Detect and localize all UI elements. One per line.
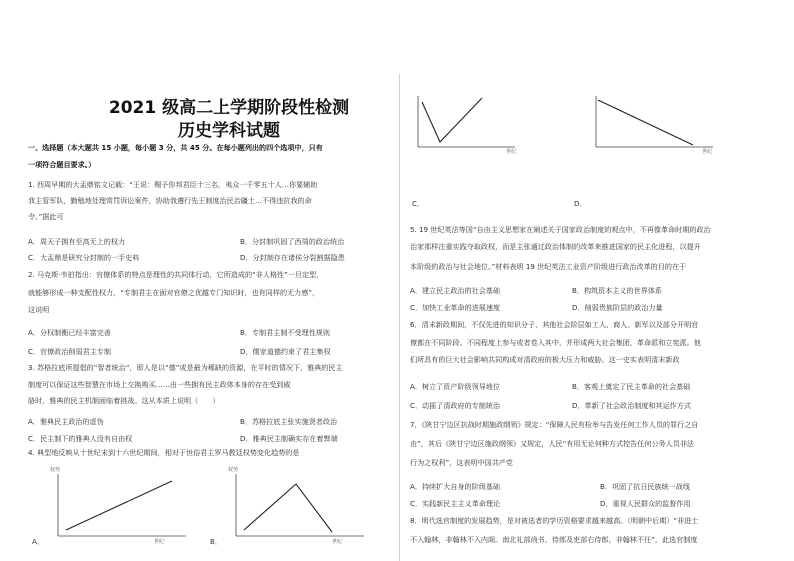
section-heading: 一、选择题（本大题共 15 小题，每小题 3 分，共 45 分。在每小题列出的四个选项中，只有 xyxy=(28,143,323,152)
q6-option-d[interactable]: D．革新了社会政治制度和其运作方式 xyxy=(572,401,691,410)
right-column xyxy=(410,0,775,561)
q2-option-c[interactable]: C．官僚政治削弱君主专制 xyxy=(28,347,111,356)
q2-option-b[interactable]: B．专制君主制不受理性规则 xyxy=(240,328,330,337)
q4-chart-b xyxy=(224,462,374,547)
q7-option-c[interactable]: C．实践新民主主义革命理论 xyxy=(410,499,501,508)
q5-line-2: 治家那样注重实践夺取政权，而是主张通过政治体制的改革来推进国家的民主化进程，以提升 xyxy=(410,242,701,251)
q5-option-a[interactable]: A．建立民主政治的社会基础 xyxy=(410,286,500,295)
q4-chart-b-ylabel: 权势 xyxy=(228,467,239,473)
q3-line-1: 3. 苏格拉底所提倡的“智者统治”，即人是以“德”或是最为稀缺的资源，在平时的情况下，雅典的民主 xyxy=(28,363,343,372)
q4-chart-d-xlabel: 世纪 xyxy=(702,149,713,154)
q6-option-c[interactable]: C．动摇了清政府的专制统治 xyxy=(410,401,501,410)
left-column xyxy=(28,0,390,561)
q7-line-1: 7．《陕甘宁边区抗战时期施政纲领》规定：“保障人民有检举与告发任何工作人员的罪行之自 xyxy=(410,420,699,429)
q7-option-b[interactable]: B．巩固了抗日民族统一战线 xyxy=(600,482,690,491)
q6-option-a[interactable]: A．树立了资产阶级领导地位 xyxy=(410,382,500,391)
q4-chart-a xyxy=(46,462,196,547)
q3-line-2: 制度可以保证这些智慧在市场上交换购买……由一些拥有民主政体本身的存在受到威 xyxy=(28,380,291,389)
section-heading-cont: 一项符合题目要求。） xyxy=(28,160,96,169)
q4-chart-c-xlabel: 世纪 xyxy=(506,149,517,154)
q3-option-a[interactable]: A．雅典民主政治的虚伪 xyxy=(28,417,104,426)
q2-option-d[interactable]: D．儒家道德约束了君主集权 xyxy=(240,347,331,356)
q3-option-c[interactable]: C．民主制下的雅典人没有自由权 xyxy=(28,434,133,443)
q4-option-c[interactable]: C． xyxy=(412,199,425,208)
q3-option-b[interactable]: B．苏格拉底主张实施贤者政治 xyxy=(240,417,338,426)
q1-option-d[interactable]: D．分封制存在诸侯分裂割据隐患 xyxy=(240,253,345,262)
q5-line-3: 本阶级的政治与社会地位。”材料表明 19 世纪英法工业资产阶级进行政治改革的目的在于 xyxy=(410,262,687,271)
column-divider xyxy=(399,74,400,561)
q4-chart-d xyxy=(588,92,718,154)
page-subtitle: 历史学科试题 xyxy=(178,121,280,141)
q8-line-2: 不入翰林，非翰林不入内阁。南北礼部尚书、侍郎及吏部右侍郎，非翰林不任”，此选官制度 xyxy=(410,535,698,544)
q4-chart-a-ylabel: 权势 xyxy=(50,467,61,473)
q5-option-b[interactable]: B．构筑资本主义的世界体系 xyxy=(572,286,662,295)
q1-line-1: 1. 西周早期的大盂鼎铭文记载：“王说：赐予你邦君臣十三名，夷众一千零五十人…你要辅助 xyxy=(28,180,318,189)
q6-line-3: 们所具有的巨大社会影响共同构成对清政府的极大压力和威胁。这一史实表明清末新政 xyxy=(410,355,680,364)
q2-line-2: 就能够形成一种支配性权力，“专制君主在面对官僚之优越专门知识时，也有同样的无力感”， xyxy=(28,288,320,297)
q7-option-a[interactable]: A．持续扩大自身的阶级基础 xyxy=(410,482,500,491)
q5-line-1: 5. 19 世纪英法等国“自由主义思想家在阐述关于国家政治制度的观点中，不再像革命时期的政治 xyxy=(410,225,711,234)
q4-line-1: 4. 典型地反映从十世纪末到十六世纪期间，相对于世俗君主罗马教廷权势变化趋势的是 xyxy=(28,448,300,457)
q2-line-1: 2. 马克斯·韦伯指出：官僚体系的特点是理性的共同体行动，它所造成的“非人格性”一旦定型， xyxy=(28,270,324,279)
q4-chart-c xyxy=(410,92,520,154)
q4-option-a[interactable]: A． xyxy=(32,537,44,546)
q8-line-1: 8．明代选官制度的发展趋势，是对被选者的学历资格要求越来越高。（明朝中后期）“非进士 xyxy=(410,516,699,525)
page-title: 2021 级高二上学期阶段性检测 xyxy=(108,98,350,118)
q5-option-d[interactable]: D．削弱贵族阶层的政治力量 xyxy=(572,303,663,312)
q6-option-b[interactable]: B．客观上奠定了民主革命的社会基础 xyxy=(572,382,691,391)
q2-option-a[interactable]: A．分权制衡已经丰富完善 xyxy=(28,328,111,337)
q4-option-b[interactable]: B． xyxy=(210,537,222,546)
q5-option-c[interactable]: C．加快工业革命的进展速度 xyxy=(410,303,501,312)
q1-option-a[interactable]: A．周天子拥有至高无上的权力 xyxy=(28,237,126,246)
q1-line-3: 令。”据此可 xyxy=(28,212,64,221)
q4-option-d[interactable]: D． xyxy=(574,199,587,208)
q1-option-b[interactable]: B．分封制巩固了西周的政治统治 xyxy=(240,237,345,246)
q6-line-1: 6．清末新政期间，不仅先进的知识分子，其他社会阶层如工人、商人、新军以及部分开明官 xyxy=(410,320,699,329)
q2-line-3: 这说明 xyxy=(28,305,50,314)
q7-line-3: 行为之权利”，这表明中国共产党 xyxy=(410,458,513,467)
q6-line-2: 僚都在不同阶段、不同程度上参与或者卷入其中，并形成两大社会集团，革命派和立宪派。他 xyxy=(410,338,701,347)
q3-option-d[interactable]: D．雅典民主制确实存在着弊端 xyxy=(240,434,338,443)
q4-chart-b-xlabel: 世纪 xyxy=(332,539,343,545)
q3-line-3: 胁时，雅典的民主机制面临着挑战。这从本质上说明（ ） xyxy=(28,396,220,405)
q1-line-2: 我主管军队，勤勉地处理赏罚诉讼案件，协助我遵行先王制度治民治疆土…不得违抗我的命 xyxy=(28,196,312,205)
q4-chart-a-xlabel: 世纪 xyxy=(154,539,165,545)
q7-option-d[interactable]: D．重视人民群众的监督作用 xyxy=(600,499,691,508)
q7-line-2: 由”，其后《陕甘宁边区施政纲领》又规定，人民“有用无论何种方式控告任何公务人员非法 xyxy=(410,439,695,448)
q1-option-c[interactable]: C．大盂鼎是研究分封制的一手史料 xyxy=(28,253,140,262)
